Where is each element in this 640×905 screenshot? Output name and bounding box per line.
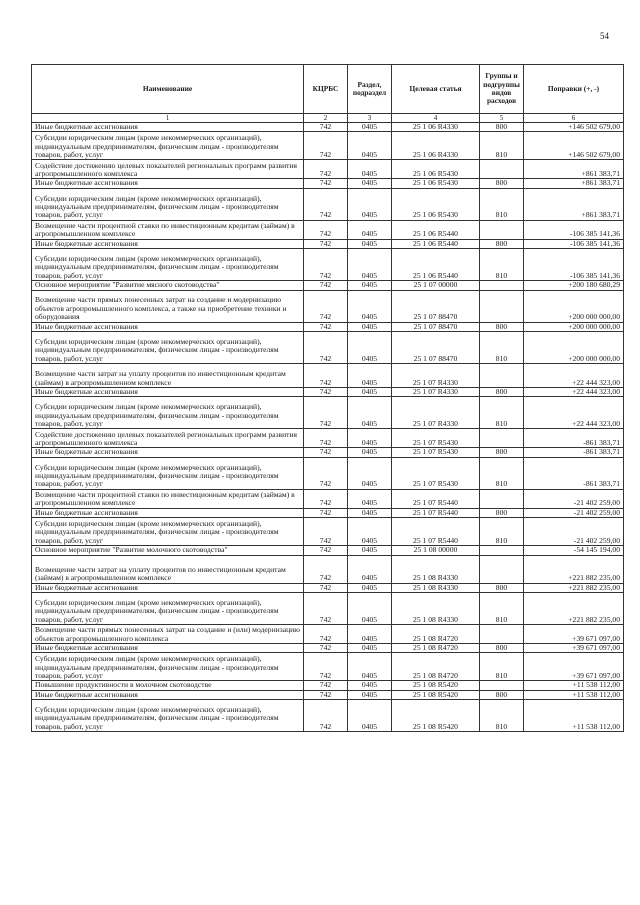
cell-expense-group: 810 xyxy=(480,457,524,489)
cell-amount: +11 538 112,00 xyxy=(524,690,624,699)
table-row xyxy=(32,281,624,290)
table-row xyxy=(32,681,624,690)
cell-target-article: 25 1 07 R5440 xyxy=(392,489,480,508)
cell-target-article: 25 1 07 R5440 xyxy=(392,508,480,517)
cell-name: Субсидии юридическим лицам (кроме некоммерческих организаций), индивидуальным предпринимателям, физическим лицам - производителям товаров, работ, услуг xyxy=(32,457,304,489)
cell-amount: +22 444 323,00 xyxy=(524,388,624,397)
cell-expense-group xyxy=(480,555,524,583)
cell-kcrbs: 742 xyxy=(304,448,348,457)
cell-kcrbs: 742 xyxy=(304,239,348,248)
cell-amount: +146 502 679,00 xyxy=(524,123,624,132)
cell-section: 0405 xyxy=(348,188,392,220)
cell-name: Основное мероприятие "Развитие мясного скотоводства" xyxy=(32,281,304,290)
cell-expense-group xyxy=(480,489,524,508)
cell-target-article: 25 1 07 88470 xyxy=(392,290,480,322)
cell-name: Субсидии юридическим лицам (кроме некоммерческих организаций), индивидуальным предпринимателям, физическим лицам - производителям товаров, работ, услуг xyxy=(32,397,304,429)
cell-amount: +11 538 112,00 xyxy=(524,681,624,690)
cell-expense-group xyxy=(480,364,524,388)
table-row xyxy=(32,457,624,489)
header-target-article: Целевая статья xyxy=(392,65,480,114)
cell-kcrbs: 742 xyxy=(304,397,348,429)
table-row xyxy=(32,123,624,132)
cell-target-article: 25 1 06 R5440 xyxy=(392,220,480,239)
cell-name: Иные бюджетные ассигнования xyxy=(32,448,304,457)
cell-section: 0405 xyxy=(348,290,392,322)
cell-target-article: 25 1 06 R5430 xyxy=(392,179,480,188)
cell-expense-group: 800 xyxy=(480,239,524,248)
cell-kcrbs: 742 xyxy=(304,518,348,546)
cell-name: Иные бюджетные ассигнования xyxy=(32,583,304,592)
column-number: 2 xyxy=(304,114,348,123)
table-body xyxy=(32,123,624,732)
table-row xyxy=(32,583,624,592)
cell-expense-group: 810 xyxy=(480,397,524,429)
cell-section: 0405 xyxy=(348,546,392,555)
table-row xyxy=(32,388,624,397)
cell-amount: -106 385 141,36 xyxy=(524,239,624,248)
table-row xyxy=(32,249,624,281)
header-amendments: Поправки (+, -) xyxy=(524,65,624,114)
cell-section: 0405 xyxy=(348,281,392,290)
cell-expense-group: 800 xyxy=(480,644,524,653)
cell-section: 0405 xyxy=(348,448,392,457)
cell-kcrbs: 742 xyxy=(304,249,348,281)
cell-expense-group xyxy=(480,625,524,644)
cell-expense-group xyxy=(480,290,524,322)
cell-amount: +861 383,71 xyxy=(524,160,624,179)
table-row xyxy=(32,448,624,457)
table-row xyxy=(32,625,624,644)
cell-section: 0405 xyxy=(348,397,392,429)
cell-name: Субсидии юридическим лицам (кроме некоммерческих организаций), индивидуальным предпринимателям, физическим лицам - производителям товаров, работ, услуг xyxy=(32,249,304,281)
cell-name: Субсидии юридическим лицам (кроме некоммерческих организаций), индивидуальным предпринимателям, физическим лицам - производителям товаров, работ, услуг xyxy=(32,653,304,681)
cell-name: Субсидии юридическим лицам (кроме некоммерческих организаций), индивидуальным предпринимателям, физическим лицам - производителям товаров, работ, услуг xyxy=(32,518,304,546)
cell-section: 0405 xyxy=(348,653,392,681)
column-number-row xyxy=(32,114,624,123)
cell-section: 0405 xyxy=(348,700,392,732)
cell-target-article: 25 1 08 R5420 xyxy=(392,700,480,732)
table-row xyxy=(32,508,624,517)
cell-expense-group: 810 xyxy=(480,593,524,625)
cell-target-article: 25 1 08 00000 xyxy=(392,546,480,555)
cell-target-article: 25 1 07 R5440 xyxy=(392,518,480,546)
table-row xyxy=(32,290,624,322)
cell-target-article: 25 1 08 R5420 xyxy=(392,681,480,690)
cell-section: 0405 xyxy=(348,555,392,583)
cell-section: 0405 xyxy=(348,364,392,388)
cell-expense-group: 800 xyxy=(480,179,524,188)
cell-expense-group: 810 xyxy=(480,188,524,220)
cell-kcrbs: 742 xyxy=(304,555,348,583)
cell-section: 0405 xyxy=(348,489,392,508)
cell-name: Возмещение части процентной ставки по инвестиционным кредитам (займам) в агропромышленном комплексе xyxy=(32,220,304,239)
cell-kcrbs: 742 xyxy=(304,700,348,732)
cell-amount: +221 882 235,00 xyxy=(524,583,624,592)
cell-kcrbs: 742 xyxy=(304,429,348,448)
cell-amount: -861 383,71 xyxy=(524,448,624,457)
cell-expense-group xyxy=(480,160,524,179)
cell-target-article: 25 1 08 R4330 xyxy=(392,555,480,583)
cell-amount: -861 383,71 xyxy=(524,429,624,448)
cell-expense-group: 810 xyxy=(480,518,524,546)
cell-section: 0405 xyxy=(348,429,392,448)
table-row xyxy=(32,653,624,681)
column-number: 3 xyxy=(348,114,392,123)
cell-section: 0405 xyxy=(348,508,392,517)
cell-section: 0405 xyxy=(348,690,392,699)
table-row xyxy=(32,518,624,546)
cell-kcrbs: 742 xyxy=(304,160,348,179)
table-row xyxy=(32,644,624,653)
cell-name: Иные бюджетные ассигнования xyxy=(32,322,304,331)
table-row xyxy=(32,489,624,508)
cell-target-article: 25 1 07 R4330 xyxy=(392,364,480,388)
cell-name: Субсидии юридическим лицам (кроме некоммерческих организаций), индивидуальным предпринимателям, физическим лицам - производителям товаров, работ, услуг xyxy=(32,332,304,364)
cell-section: 0405 xyxy=(348,681,392,690)
cell-amount: +861 383,71 xyxy=(524,188,624,220)
cell-amount: +221 882 235,00 xyxy=(524,555,624,583)
cell-kcrbs: 742 xyxy=(304,322,348,331)
cell-target-article: 25 1 06 R5440 xyxy=(392,249,480,281)
cell-amount: +39 671 097,00 xyxy=(524,644,624,653)
cell-target-article: 25 1 08 R4720 xyxy=(392,644,480,653)
cell-section: 0405 xyxy=(348,457,392,489)
cell-section: 0405 xyxy=(348,583,392,592)
cell-section: 0405 xyxy=(348,123,392,132)
cell-expense-group: 800 xyxy=(480,583,524,592)
cell-kcrbs: 742 xyxy=(304,281,348,290)
cell-name: Субсидии юридическим лицам (кроме некоммерческих организаций), индивидуальным предпринимателям, физическим лицам - производителям товаров, работ, услуг xyxy=(32,700,304,732)
cell-target-article: 25 1 06 R5430 xyxy=(392,160,480,179)
cell-name: Содействие достижению целевых показателей региональных программ развития агропромышленного комплекса xyxy=(32,429,304,448)
table-row xyxy=(32,239,624,248)
cell-expense-group: 800 xyxy=(480,388,524,397)
cell-target-article: 25 1 07 00000 xyxy=(392,281,480,290)
cell-amount: -21 402 259,00 xyxy=(524,508,624,517)
table-row xyxy=(32,160,624,179)
cell-expense-group: 800 xyxy=(480,322,524,331)
cell-expense-group xyxy=(480,220,524,239)
cell-target-article: 25 1 07 R5430 xyxy=(392,448,480,457)
column-number: 6 xyxy=(524,114,624,123)
cell-expense-group: 810 xyxy=(480,653,524,681)
cell-section: 0405 xyxy=(348,644,392,653)
table-row xyxy=(32,188,624,220)
cell-amount: -21 402 259,00 xyxy=(524,518,624,546)
cell-target-article: 25 1 06 R5430 xyxy=(392,188,480,220)
cell-kcrbs: 742 xyxy=(304,653,348,681)
cell-target-article: 25 1 07 88470 xyxy=(392,332,480,364)
cell-amount: +39 671 097,00 xyxy=(524,625,624,644)
cell-kcrbs: 742 xyxy=(304,508,348,517)
cell-section: 0405 xyxy=(348,239,392,248)
cell-kcrbs: 742 xyxy=(304,690,348,699)
cell-kcrbs: 742 xyxy=(304,583,348,592)
cell-name: Субсидии юридическим лицам (кроме некоммерческих организаций), индивидуальным предпринимателям, физическим лицам - производителям товаров, работ, услуг xyxy=(32,132,304,160)
cell-kcrbs: 742 xyxy=(304,364,348,388)
cell-amount: -54 145 194,00 xyxy=(524,546,624,555)
cell-amount: +200 180 680,29 xyxy=(524,281,624,290)
header-row xyxy=(32,65,624,114)
table-row xyxy=(32,429,624,448)
cell-kcrbs: 742 xyxy=(304,123,348,132)
cell-section: 0405 xyxy=(348,518,392,546)
cell-name: Иные бюджетные ассигнования xyxy=(32,690,304,699)
cell-expense-group xyxy=(480,281,524,290)
cell-target-article: 25 1 06 R5440 xyxy=(392,239,480,248)
cell-amount: +221 882 235,00 xyxy=(524,593,624,625)
page-number: 54 xyxy=(600,31,609,41)
cell-section: 0405 xyxy=(348,160,392,179)
cell-kcrbs: 742 xyxy=(304,290,348,322)
cell-expense-group: 810 xyxy=(480,700,524,732)
cell-expense-group: 800 xyxy=(480,508,524,517)
header-name: Наименование xyxy=(32,65,304,114)
cell-section: 0405 xyxy=(348,179,392,188)
cell-target-article: 25 1 08 R4330 xyxy=(392,593,480,625)
cell-section: 0405 xyxy=(348,132,392,160)
cell-section: 0405 xyxy=(348,220,392,239)
cell-name: Содействие достижению целевых показателей региональных программ развития агропромышленного комплекса xyxy=(32,160,304,179)
table-row xyxy=(32,220,624,239)
cell-target-article: 25 1 08 R4720 xyxy=(392,653,480,681)
table-row xyxy=(32,179,624,188)
table-row xyxy=(32,364,624,388)
cell-name: Иные бюджетные ассигнования xyxy=(32,644,304,653)
cell-kcrbs: 742 xyxy=(304,132,348,160)
table-row xyxy=(32,322,624,331)
cell-name: Иные бюджетные ассигнования xyxy=(32,123,304,132)
cell-name: Возмещение части процентной ставки по инвестиционным кредитам (займам) в агропромышленном комплексе xyxy=(32,489,304,508)
cell-name: Возмещение части затрат на уплату процентов по инвестиционным кредитам (займам) в агропромышленном комплексе xyxy=(32,364,304,388)
column-number: 1 xyxy=(32,114,304,123)
cell-expense-group xyxy=(480,429,524,448)
cell-amount: -106 385 141,36 xyxy=(524,220,624,239)
cell-name: Иные бюджетные ассигнования xyxy=(32,388,304,397)
cell-target-article: 25 1 07 R4330 xyxy=(392,397,480,429)
cell-target-article: 25 1 08 R4720 xyxy=(392,625,480,644)
cell-kcrbs: 742 xyxy=(304,644,348,653)
table-row xyxy=(32,132,624,160)
cell-kcrbs: 742 xyxy=(304,388,348,397)
cell-name: Возмещение части прямых понесенных затрат на создание и модернизацию объектов агропромышленного комплекса, а также на приобретение техники и оборудования xyxy=(32,290,304,322)
cell-kcrbs: 742 xyxy=(304,681,348,690)
cell-kcrbs: 742 xyxy=(304,457,348,489)
cell-amount: +11 538 112,00 xyxy=(524,700,624,732)
cell-expense-group: 800 xyxy=(480,123,524,132)
table-row xyxy=(32,332,624,364)
table-row xyxy=(32,690,624,699)
cell-expense-group xyxy=(480,546,524,555)
cell-target-article: 25 1 06 R4330 xyxy=(392,132,480,160)
cell-section: 0405 xyxy=(348,388,392,397)
cell-kcrbs: 742 xyxy=(304,188,348,220)
cell-target-article: 25 1 07 R4330 xyxy=(392,388,480,397)
cell-expense-group: 810 xyxy=(480,132,524,160)
cell-kcrbs: 742 xyxy=(304,593,348,625)
cell-expense-group: 800 xyxy=(480,690,524,699)
cell-amount: -861 383,71 xyxy=(524,457,624,489)
cell-kcrbs: 742 xyxy=(304,489,348,508)
cell-expense-group xyxy=(480,681,524,690)
cell-amount: +146 502 679,00 xyxy=(524,132,624,160)
cell-section: 0405 xyxy=(348,332,392,364)
column-number: 5 xyxy=(480,114,524,123)
cell-kcrbs: 742 xyxy=(304,625,348,644)
cell-kcrbs: 742 xyxy=(304,332,348,364)
cell-section: 0405 xyxy=(348,322,392,331)
header-kcrbs: КЦРБС xyxy=(304,65,348,114)
cell-name: Иные бюджетные ассигнования xyxy=(32,239,304,248)
header-expense-group: Группы и подгруппы видов расходов xyxy=(480,65,524,114)
cell-amount: +22 444 323,00 xyxy=(524,397,624,429)
table-row xyxy=(32,546,624,555)
cell-expense-group: 810 xyxy=(480,332,524,364)
cell-name: Возмещение части прямых понесенных затрат на создание и (или) модернизацию объектов агропромышленного комплекса xyxy=(32,625,304,644)
header-section: Раздел, подраздел xyxy=(348,65,392,114)
cell-amount: +861 383,71 xyxy=(524,179,624,188)
cell-amount: +200 000 000,00 xyxy=(524,332,624,364)
table-row xyxy=(32,555,624,583)
cell-target-article: 25 1 08 R5420 xyxy=(392,690,480,699)
cell-target-article: 25 1 07 R5430 xyxy=(392,457,480,489)
cell-name: Иные бюджетные ассигнования xyxy=(32,508,304,517)
cell-section: 0405 xyxy=(348,593,392,625)
cell-expense-group: 800 xyxy=(480,448,524,457)
cell-name: Субсидии юридическим лицам (кроме некоммерческих организаций), индивидуальным предпринимателям, физическим лицам - производителям товаров, работ, услуг xyxy=(32,593,304,625)
cell-kcrbs: 742 xyxy=(304,179,348,188)
cell-amount: +200 000 000,00 xyxy=(524,322,624,331)
cell-target-article: 25 1 08 R4330 xyxy=(392,583,480,592)
cell-section: 0405 xyxy=(348,625,392,644)
cell-kcrbs: 742 xyxy=(304,220,348,239)
table-row xyxy=(32,593,624,625)
cell-amount: +39 671 097,00 xyxy=(524,653,624,681)
column-number: 4 xyxy=(392,114,480,123)
cell-section: 0405 xyxy=(348,249,392,281)
table-row xyxy=(32,397,624,429)
cell-amount: +200 000 000,00 xyxy=(524,290,624,322)
cell-name: Основное мероприятие "Развитие молочного скотоводства" xyxy=(32,546,304,555)
table-row xyxy=(32,700,624,732)
cell-amount: +22 444 323,00 xyxy=(524,364,624,388)
budget-table xyxy=(31,64,624,732)
cell-amount: -106 385 141,36 xyxy=(524,249,624,281)
cell-target-article: 25 1 07 R5430 xyxy=(392,429,480,448)
cell-expense-group: 810 xyxy=(480,249,524,281)
cell-target-article: 25 1 06 R4330 xyxy=(392,123,480,132)
cell-name: Возмещение части затрат на уплату процентов по инвестиционным кредитам (займам) в агропромышленном комплексе xyxy=(32,555,304,583)
cell-name: Повышение продуктивности в молочном скотоводстве xyxy=(32,681,304,690)
cell-amount: -21 402 259,00 xyxy=(524,489,624,508)
cell-target-article: 25 1 07 88470 xyxy=(392,322,480,331)
cell-kcrbs: 742 xyxy=(304,546,348,555)
cell-name: Субсидии юридическим лицам (кроме некоммерческих организаций), индивидуальным предпринимателям, физическим лицам - производителям товаров, работ, услуг xyxy=(32,188,304,220)
cell-name: Иные бюджетные ассигнования xyxy=(32,179,304,188)
